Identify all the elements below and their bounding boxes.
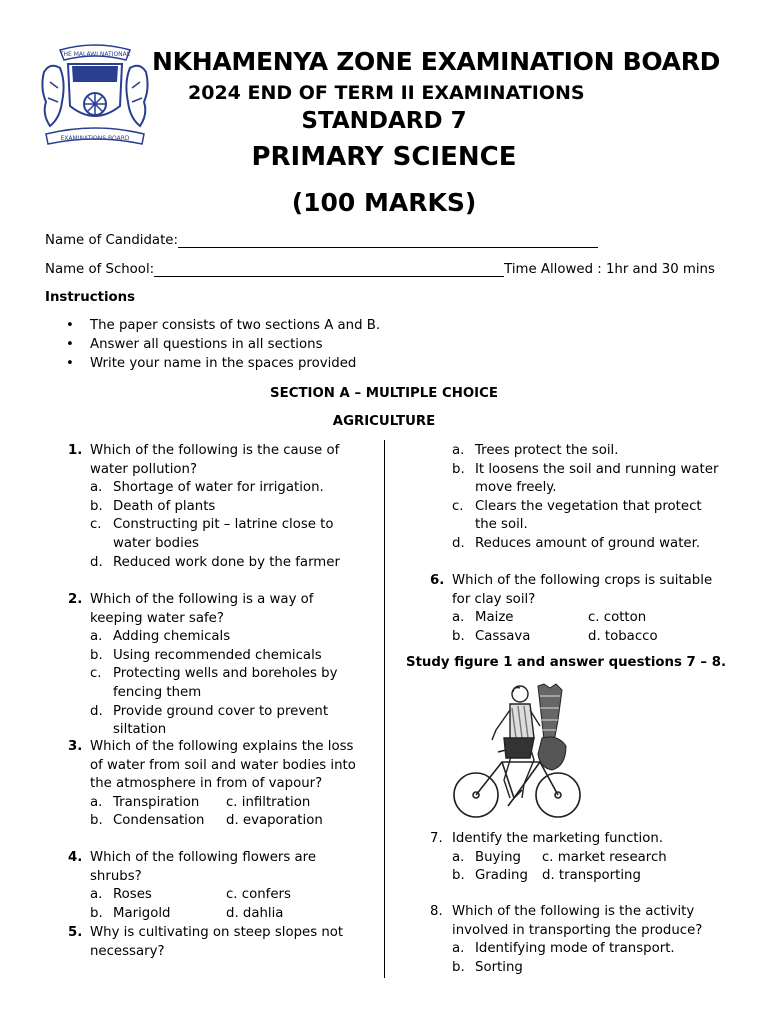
question-stem: Which of the following is the cause of water pollution? xyxy=(90,443,340,477)
option-a: a. Identifying mode of transport. xyxy=(452,941,675,957)
svg-text:THE MALAWI NATIONAL: THE MALAWI NATIONAL xyxy=(59,51,131,58)
option-b: b. Using recommended chemicals xyxy=(90,647,322,663)
bicycle-figure-illustration xyxy=(440,680,590,825)
question-5 xyxy=(68,924,358,961)
question-number: 3. xyxy=(68,739,83,754)
section-title: SECTION A – MULTIPLE CHOICE xyxy=(270,386,498,401)
question-8 xyxy=(430,903,720,977)
question-stem: Which of the following is the activity involved in transporting the produce? xyxy=(452,904,703,938)
question-6 xyxy=(430,572,730,646)
option-a: a. Adding chemicals xyxy=(90,629,231,645)
question-4 xyxy=(68,849,368,923)
question-1 xyxy=(68,442,368,572)
instructions-heading: Instructions xyxy=(45,290,136,305)
option-a: a. Trees protect the soil. xyxy=(452,443,619,458)
option-a: a. Shortage of water for irrigation. xyxy=(90,480,324,496)
option-row: a. Maize c. cotton xyxy=(452,610,647,626)
examinations-board-logo xyxy=(38,42,152,154)
question-stem: Which of the following crops is suitable for clay soil? xyxy=(452,573,713,607)
option-row: b. Grading d. transporting xyxy=(452,868,641,884)
topic-title: AGRICULTURE xyxy=(332,414,436,429)
question-number: 7. xyxy=(430,831,443,846)
option-d: d. Provide ground cover to prevent siltation xyxy=(90,703,329,738)
question-2 xyxy=(68,591,368,740)
marks-title: (100 MARKS) xyxy=(291,188,477,217)
question-7 xyxy=(430,830,730,886)
candidate-name-label: Name of Candidate: xyxy=(45,233,178,248)
option-row: b. Marigold d. dahlia xyxy=(90,905,284,921)
option-row: a. Buying c. market research xyxy=(452,849,667,865)
option-c: c. Constructing pit – latrine close to water bodies xyxy=(90,517,334,551)
question-number: 8. xyxy=(430,904,443,919)
column-divider xyxy=(384,440,385,978)
exam-title: 2024 END OF TERM II EXAMINATIONS xyxy=(188,82,585,104)
instruction-item: • Write your name in the spaces provided xyxy=(90,354,380,373)
instructions-list xyxy=(45,316,380,373)
school-name-label: Name of School: xyxy=(45,262,155,277)
option-d: d. Reduced work done by the farmer xyxy=(90,554,340,570)
time-allowed: Time Allowed : 1hr and 30 mins xyxy=(504,262,715,277)
question-number: 1. xyxy=(68,443,83,458)
question-number: 5. xyxy=(68,925,83,940)
instruction-item: • The paper consists of two sections A and B. xyxy=(90,316,380,335)
option-b: b. It loosens the soil and running water move freely. xyxy=(452,461,719,496)
board-title: NKHAMENYA ZONE EXAMINATION BOARD xyxy=(152,47,721,76)
school-name-field[interactable] xyxy=(154,262,504,277)
standard-title: STANDARD 7 xyxy=(301,108,467,134)
question-number: 6. xyxy=(430,573,445,588)
question-stem: Identify the marketing function. xyxy=(452,831,663,846)
option-b: b. Sorting xyxy=(452,959,523,975)
option-c: c. Clears the vegetation that protect the soil. xyxy=(452,498,702,533)
instruction-item: • Answer all questions in all sections xyxy=(90,335,380,354)
option-row: a. Roses c. confers xyxy=(90,887,291,903)
option-row: b. Cassava d. tobacco xyxy=(452,628,658,644)
subject-title: PRIMARY SCIENCE xyxy=(251,142,517,172)
school-name-row xyxy=(45,262,715,277)
question-number: 2. xyxy=(68,592,83,607)
question-5-options xyxy=(430,442,720,554)
study-figure-instruction: Study figure 1 and answer questions 7 – 8. xyxy=(406,655,727,670)
svg-text:EXAMINATIONS BOARD: EXAMINATIONS BOARD xyxy=(60,135,130,142)
option-c: c. Protecting wells and boreholes by fencing them xyxy=(90,666,338,700)
question-stem: Why is cultivating on steep slopes not necessary? xyxy=(90,925,344,959)
question-stem: Which of the following is a way of keeping water safe? xyxy=(90,592,314,626)
question-stem: Which of the following explains the loss of water from soil and water bodies into the atmosphere in from of vapour? xyxy=(90,739,356,792)
candidate-name-row xyxy=(45,233,598,248)
option-d: d. Reduces amount of ground water. xyxy=(452,535,701,551)
question-number: 4. xyxy=(68,850,83,865)
option-row: b. Condensation d. evaporation xyxy=(90,813,323,829)
question-3 xyxy=(68,738,368,831)
candidate-name-field[interactable] xyxy=(178,233,598,248)
option-row: a. Transpiration c. infiltration xyxy=(90,794,311,810)
option-b: b. Death of plants xyxy=(90,498,216,514)
question-stem: Which of the following flowers are shrubs? xyxy=(90,850,317,884)
